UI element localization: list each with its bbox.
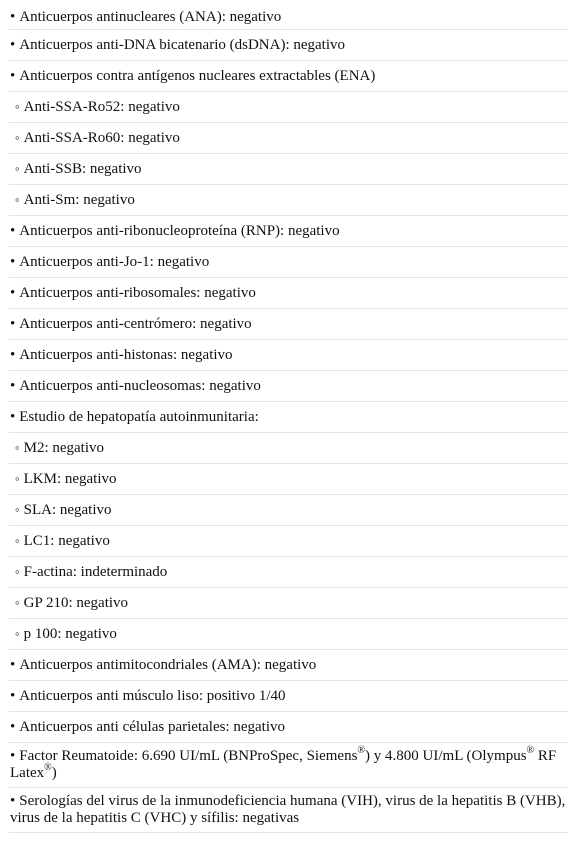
lab-result-text: Anticuerpos anti-histonas: negativo	[19, 346, 233, 363]
lab-result-row	[9, 247, 568, 278]
lab-result-cell	[9, 216, 568, 247]
rf-text-part3: RF Latex	[10, 748, 557, 781]
lab-result-text: Anti-SSA-Ro52: negativo	[23, 99, 180, 115]
lab-result-text: Anticuerpos anti-ribonucleoproteína (RNP): negativo	[19, 222, 340, 239]
lab-result-text: Anticuerpos contra antígenos nucleares extractables (ENA)	[19, 67, 376, 84]
lab-result-row	[9, 6, 568, 30]
registered-mark: ®	[44, 762, 52, 773]
lab-result-row	[9, 619, 568, 650]
lab-result-row	[9, 526, 568, 557]
bullet-icon: ◦	[15, 502, 20, 517]
bullet-icon: •	[10, 9, 16, 25]
bullet-icon: •	[10, 656, 16, 673]
bullet-icon: •	[10, 36, 16, 53]
lab-result-row	[9, 588, 568, 619]
lab-result-row	[9, 61, 568, 92]
lab-result-cell	[9, 464, 568, 495]
lab-result-text: Anti-Sm: negativo	[23, 192, 135, 208]
bullet-icon: ◦	[15, 533, 20, 548]
lab-result-row	[9, 309, 568, 340]
bullet-icon: •	[10, 67, 16, 84]
bullet-icon: ◦	[15, 626, 20, 641]
bullet-icon: •	[10, 687, 16, 704]
bullet-icon: •	[10, 315, 16, 332]
lab-result-row	[9, 154, 568, 185]
bullet-icon: •	[10, 718, 16, 735]
bullet-icon: ◦	[15, 440, 20, 455]
lab-result-cell	[9, 154, 568, 185]
lab-result-cell	[9, 340, 568, 371]
lab-result-text: Anti-SSB: negativo	[23, 161, 142, 177]
lab-result-cell	[9, 6, 568, 30]
lab-result-cell	[9, 433, 568, 464]
rheumatoid-factor-row	[9, 743, 568, 788]
serology-row	[9, 788, 568, 833]
bullet-icon: •	[10, 408, 16, 425]
lab-result-text: Anticuerpos anti-ribosomales: negativo	[19, 284, 256, 301]
bullet-icon: ◦	[15, 564, 20, 579]
lab-result-row	[9, 371, 568, 402]
serology-text: Serologías del virus de la inmunodeficiencia humana (VIH), virus de la hepatitis B (VHB), virus de la hepatitis C (VHC) y sífilis: negativas	[10, 793, 566, 826]
lab-result-row	[9, 712, 568, 743]
lab-result-text: Anticuerpos anti-Jo-1: negativo	[19, 253, 210, 270]
lab-result-text: Anticuerpos anti células parietales: negativo	[19, 718, 286, 735]
lab-result-cell	[9, 247, 568, 278]
bullet-icon: ◦	[15, 99, 20, 114]
lab-result-cell	[9, 371, 568, 402]
lab-result-row	[9, 650, 568, 681]
lab-result-text: Anticuerpos anti-DNA bicatenario (dsDNA): negativo	[19, 36, 346, 53]
lab-result-cell	[9, 309, 568, 340]
lab-result-cell	[9, 526, 568, 557]
rf-text-part2: ) y 4.800 UI/mL (Olympus	[365, 748, 527, 764]
lab-result-text: Anticuerpos antinucleares (ANA): negativo	[19, 9, 282, 25]
lab-result-text: p 100: negativo	[23, 626, 117, 642]
lab-result-cell	[9, 402, 568, 433]
lab-result-row	[9, 402, 568, 433]
lab-result-cell	[9, 495, 568, 526]
lab-result-cell	[9, 712, 568, 743]
lab-result-text: Anticuerpos anti músculo liso: positivo 1/40	[19, 687, 286, 704]
lab-result-cell	[9, 185, 568, 216]
bullet-icon: ◦	[15, 161, 20, 176]
bullet-icon: ◦	[15, 130, 20, 145]
lab-result-cell	[9, 588, 568, 619]
registered-mark: ®	[526, 745, 535, 756]
lab-result-cell	[9, 650, 568, 681]
lab-result-text: Anticuerpos anti-nucleosomas: negativo	[19, 377, 261, 394]
lab-result-row	[9, 433, 568, 464]
lab-result-text: F-actina: indeterminado	[23, 564, 168, 580]
rf-text-part1: Factor Reumatoide: 6.690 UI/mL (BNProSpec, Siemens	[19, 748, 358, 764]
lab-result-cell	[9, 619, 568, 650]
bullet-icon: •	[10, 748, 16, 764]
lab-result-row	[9, 681, 568, 712]
rheumatoid-factor-cell	[9, 743, 568, 788]
lab-result-text: M2: negativo	[23, 440, 105, 456]
lab-result-row	[9, 216, 568, 247]
bullet-icon: •	[10, 222, 16, 239]
lab-result-row	[9, 495, 568, 526]
lab-results-body	[9, 6, 568, 833]
lab-result-text: Estudio de hepatopatía autoinmunitaria:	[19, 408, 259, 425]
bullet-icon: •	[10, 253, 16, 270]
serology-cell	[9, 788, 568, 833]
lab-result-cell	[9, 278, 568, 309]
lab-result-text: GP 210: negativo	[23, 595, 129, 611]
bullet-icon: •	[10, 377, 16, 394]
lab-result-cell	[9, 61, 568, 92]
lab-result-text: Anti-SSA-Ro60: negativo	[23, 130, 180, 146]
lab-result-row	[9, 30, 568, 61]
lab-result-cell	[9, 123, 568, 154]
lab-result-row	[9, 123, 568, 154]
lab-result-row	[9, 185, 568, 216]
bullet-icon: ◦	[15, 595, 20, 610]
lab-result-text: LKM: negativo	[23, 471, 117, 487]
bullet-icon: •	[10, 284, 16, 301]
lab-result-cell	[9, 92, 568, 123]
registered-mark: ®	[357, 745, 366, 756]
lab-results-table	[9, 6, 568, 833]
lab-result-row	[9, 464, 568, 495]
lab-result-cell	[9, 681, 568, 712]
lab-result-row	[9, 92, 568, 123]
lab-result-cell	[9, 557, 568, 588]
bullet-icon: •	[10, 793, 16, 809]
bullet-icon: •	[10, 346, 16, 363]
rf-text-part4: )	[51, 765, 57, 781]
lab-result-text: Anticuerpos anti-centrómero: negativo	[19, 315, 252, 332]
lab-result-row	[9, 557, 568, 588]
bullet-icon: ◦	[15, 192, 20, 207]
lab-result-row	[9, 340, 568, 371]
lab-result-text: LC1: negativo	[23, 533, 110, 549]
bullet-icon: ◦	[15, 471, 20, 486]
lab-result-text: SLA: negativo	[23, 502, 112, 518]
lab-result-text: Anticuerpos antimitocondriales (AMA): negativo	[19, 656, 317, 673]
lab-result-row	[9, 278, 568, 309]
lab-result-cell	[9, 30, 568, 61]
